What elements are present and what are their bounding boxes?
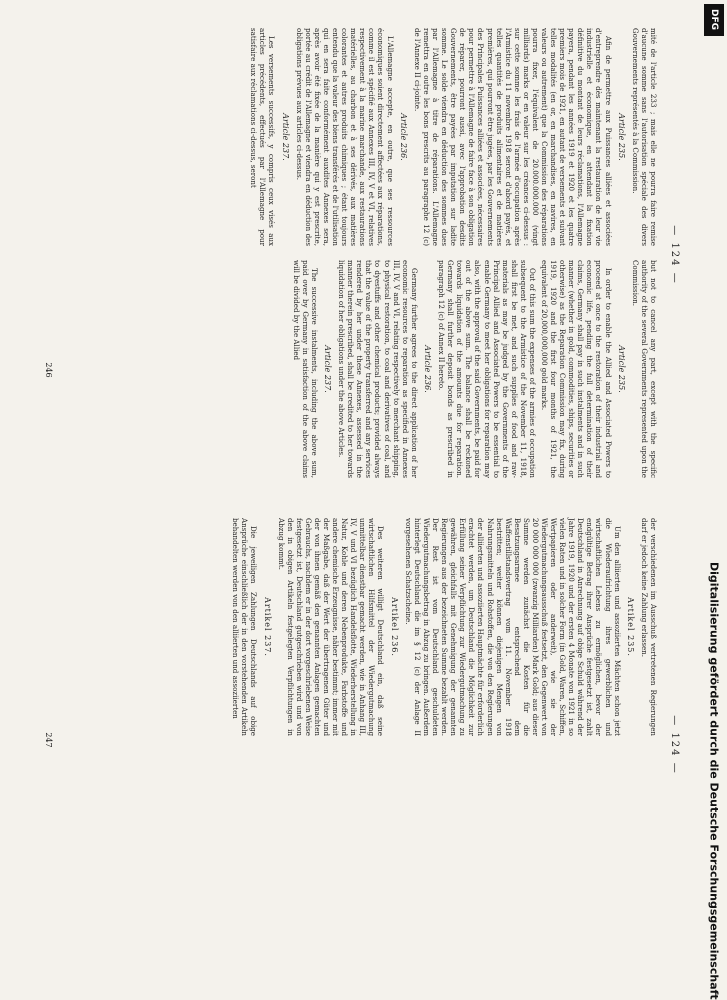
paragraph: mité de l'article 233 ; mais elle ne pourra faire remise d'aucune somme sans l'autorisation spéciale des divers Gouvernements représentés à la Commission. [630, 28, 658, 246]
right-page [38, 510, 688, 980]
paragraph: der verschiedenen im Ausschuß vertretenen Regierungen darf er jedoch keine Zahlung erlassen. [639, 518, 658, 736]
digitization-banner [703, 0, 725, 1000]
running-header: — 124 — [669, 715, 680, 775]
running-header: — 124 — [669, 225, 680, 285]
french-column [246, 28, 658, 246]
paragraph: Afin de permettre aux Puissances alliées et associées d'entreprendre dès maintenant la restauration de leur vie industrielle et économique, en attendant la fixation définitive du montant de leurs réclamations, l'Allemagne payera, pendant les années 1919 et 1920 et les quatre premiers mois de 1921, en autant de versements et suivant telles modalités (en or, en marchandises, en navires, en valeurs ou autrement) que la Commission des réparations pourra fixer, l'équivalent de 20.000.000.000 (vingt milliards) marks or en valeur sur les créances ci-dessus : sur cette somme les frais de l'armée d'occupation après l'Armistice du 11 novembre 1918 seront d'abord payés, et telles quantités de produits alimentaires et de matières premières, qui pourront être jugées, par les Gouvernements des Principales Puissances alliées et associées, nécessaires pour permettre à l'Allemagne de faire face à son obligation de réparer, pourront aussi, avec l'approbation desdits Gouvernements, être payées par imputation sur ladite somme. Le solde viendra en déduction des sommes dues par l'Allemagne à titre de réparations. L'Allemagne remettra en outre les bons prescrits au paragraphe 12 (c) de l'Annexe II ci-jointe. [412, 28, 613, 246]
article-heading: Artikel 236. [389, 597, 399, 657]
page-number: 247 [44, 732, 53, 748]
article-heading: Article 237. [323, 345, 333, 393]
page-number: 246 [44, 362, 53, 378]
dfg-logo: DFG [704, 4, 724, 36]
paragraph: In order to enable the Allied and Associated Powers to proceed at once to the restoration of their industrial and economic life, pending the full determination of their claims, Germany shall pay in such instalments and in such manner (whether in gold, commodities, ships, securities or otherwise) as the Reparation Commission may fix, during 1919, 1920 and the first four months of 1921, the equivalent of 20,000,000,000 gold marks. [539, 260, 613, 478]
paragraph: Des weiteren willigt Deutschland ein, daß seine wirtschaftlichen Hilfsmittel der Wiedergutmachung unmittelbar dienstbar gemacht werden, wie in Anhang III, IV, V und VI bezüglich Handelsflotte, Wiederherstellung in Natur, Kohle und deren Nebenprodukte, Farbstoffe und andere chemische Erzeugnisse, näher bestimmt; immer mit der Maßgabe, daß der Wert der übertragenen Güter und der von ihnen gemäß den genannten Anlagen gemachten Gebrauchs, nachdem er in der dort vorgeschriebenen Weise festgesetzt ist, Deutschland gutgeschrieben wird und von den in obigen Artikeln festgelegten Verpflichtungen in Abzug kommt. [276, 518, 386, 736]
paragraph: The successive instalments, including the above sum, paid over by Germany in satisfaction of the above claims will be divided by the Allied [291, 260, 319, 478]
digitization-banner-text: Digitalisierung gefördert durch die Deutsche Forschungsgemeinschaft [707, 562, 721, 1000]
article-heading: Artikel 235. [625, 597, 635, 657]
rotated-double-page [38, 20, 688, 980]
paragraph: Germany further agrees to the direct application of her economic resources to reparation as specified in Annexes III, IV, V and VI, relating respectively to merchant shipping, to physical restoration, to coal and derivatives of coal, and to dyestuffs and other chemical products; provided always that the value of the property transferred and any services rendered by her under these Annexes, assessed in the manner therein prescribed, shall be credited to her towards liquidation of her obligations under the above Articles. [337, 260, 419, 478]
article-heading: Article 236. [398, 113, 408, 161]
paragraph: Out of this sum the expenses of the armies of occupation subsequent to the Armistice of the November 11, 1918, shall first be met, and such supplies of food and raw-materials as may be judged by the Governments of the Principal Allied and Associated Powers to be essential to enable Germany to meet her obligations for reparation may also, with the approval of the said Governments, be paid for out of the above sum. The balance shall be reckoned towards liquidation of the amounts due for reparation. Germany shall further deposit bonds as prescribed in paragraph 12 (c) of Annex II hereto. [437, 260, 537, 478]
paragraph: Die jeweiligen Zahlungen Deutschlands auf obige Ansprüche einschließlich der in den vorstehenden Artikeln behandelten werden von den alliierten und assoziierten [231, 518, 259, 736]
german-column [228, 518, 658, 736]
paragraph: Um den alliierten und assoziierten Mächten schon jetzt die Wiederaufrichtung ihres gewerblichen und wirtschaftlichen Lebens zu ermöglichen, bevor der endgültige Betrag ihrer Ansprüche festgesetzt ist, zahlt Deutschland in Anrechnung auf obige Schuld während der Jahre 1919, 1920 und der ersten 4 Monate von 1921 in so vielen Raten und in solcher Form (in Gold, Waren, Schiffen, Wertpapieren oder anderweit), wie sie der Wiedergutmachungsausschuß festsetzt, den Gegenwert von 20 000 000 000 (zwanzig Milliarden) Mark Gold; aus dieser Summe werden zunächst die Kosten für die Besatzungsarmee entsprechend dem Waffenstillstandsvertrag vom 11. November 1918 bestritten; weiter können diejenigen Mengen von Nahrungsmitteln und Rohstoffen, die von den Regierungen der alliierten und assoziierten Hauptmächte für erforderlich erachtet werden, um Deutschland die Möglichkeit zur Erfüllung seiner Verpflichtung zur Wiedergutmachung zu gewähren, gleichfalls mit Genehmigung der genannten Regierungen aus der bezeichneten Summe bezahlt werden. Der Rest ist vom Deutschland geschuldeten Wiedergutmachungsbetrag in Abzug zu bringen. Außerdem hinterlegt Deutschland die im § 12 (c) der Anlage II vorgesehenen Schatzscheine. [403, 518, 622, 736]
article-heading: Article 235. [616, 345, 626, 393]
paragraph: L'Allemagne accepte, en outre, que ses ressources économiques soient directement affectées aux réparations, comme il est spécifié aux Annexes III, IV, V et VI, relatives respectivement à la marine marchande, aux restaurations matérielles, au charbon et à ses dérivés, aux matières colorantes et autres produits chimiques ; étant toujours entendu que la valeur des biens transférés et de l'utilisation qui en sera faite conformément auxdites Annexes sera, après avoir été fixée de la manière qui y est prescrite, portée au crédit de l'Allemagne et viendra en déduction des obligations prévues aux articles ci-dessus. [294, 28, 395, 246]
article-heading: Article 237. [280, 113, 290, 161]
left-page [38, 20, 688, 490]
article-heading: Article 235. [616, 113, 626, 161]
paragraph: but not to cancel any part, except with the specific authority of the several Governments represented upon the Commission. [630, 260, 658, 478]
article-heading: Artikel 237. [262, 597, 272, 657]
english-column [289, 260, 658, 478]
article-heading: Article 236. [423, 345, 433, 393]
paragraph: Les versements successifs, y compris ceux visés aux articles précédents, effectués par l'Allemagne pour satisfaire aux réclamations ci-dessus, seront [249, 28, 277, 246]
